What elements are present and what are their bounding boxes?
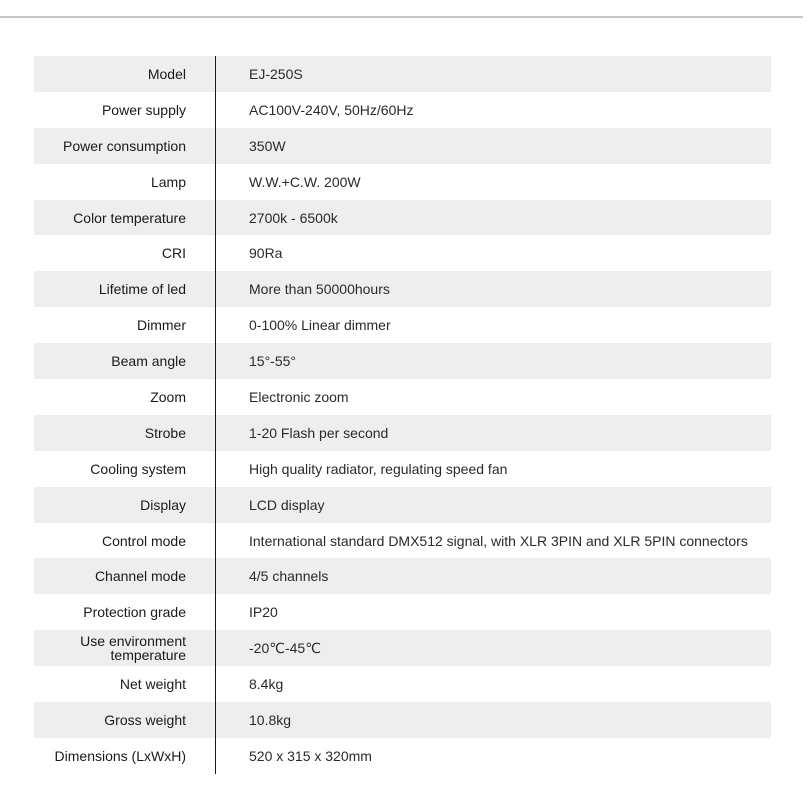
- spec-row: [34, 523, 771, 559]
- spec-value: IP20: [249, 604, 278, 621]
- spec-value: Electronic zoom: [249, 388, 349, 405]
- spec-row: [34, 56, 771, 92]
- spec-row: [34, 451, 771, 487]
- spec-row: [34, 702, 771, 738]
- spec-row: [34, 164, 771, 200]
- spec-label: Lamp: [150, 173, 186, 190]
- spec-row: [34, 200, 771, 236]
- spec-label: Beam angle: [111, 353, 186, 370]
- spec-label: Power supply: [101, 101, 186, 118]
- spec-label: Gross weight: [104, 711, 186, 728]
- spec-value: International standard DMX512 signal, with XLR 3PIN and XLR 5PIN connectors: [249, 532, 748, 549]
- spec-table: [34, 56, 771, 774]
- spec-row: [34, 128, 771, 164]
- spec-label: Use environment temperature: [80, 633, 186, 664]
- top-divider: [0, 16, 803, 18]
- spec-value: 520 x 315 x 320mm: [249, 747, 372, 764]
- spec-value: W.W.+C.W. 200W: [249, 173, 361, 190]
- spec-value: -20℃-45℃: [249, 639, 321, 656]
- column-divider: [215, 56, 216, 774]
- spec-value: High quality radiator, regulating speed fan: [249, 460, 508, 477]
- spec-label: Net weight: [119, 676, 186, 693]
- spec-value: 350W: [249, 137, 286, 154]
- spec-label: Protection grade: [83, 604, 186, 621]
- spec-row: [34, 487, 771, 523]
- spec-label: Zoom: [150, 388, 186, 405]
- spec-label: Channel mode: [94, 568, 186, 585]
- spec-value: AC100V-240V, 50Hz/60Hz: [249, 101, 414, 118]
- spec-row: [34, 307, 771, 343]
- spec-value: 10.8kg: [249, 711, 292, 728]
- spec-row: [34, 594, 771, 630]
- spec-label: Color temperature: [73, 209, 186, 226]
- spec-label: Display: [140, 496, 186, 513]
- spec-label: Lifetime of led: [98, 281, 186, 298]
- spec-row: [34, 738, 771, 774]
- spec-row: [34, 666, 771, 702]
- spec-row: [34, 271, 771, 307]
- spec-row: [34, 630, 771, 666]
- spec-label: Model: [147, 65, 186, 82]
- spec-label: Strobe: [144, 424, 186, 441]
- spec-row: [34, 343, 771, 379]
- spec-label: Power consumption: [63, 137, 186, 154]
- spec-label: Dimensions (LxWxH): [54, 747, 186, 764]
- spec-value: EJ-250S: [249, 65, 303, 82]
- spec-row: [34, 235, 771, 271]
- spec-value: 0-100% Linear dimmer: [249, 317, 391, 334]
- spec-value: 4/5 channels: [249, 568, 329, 585]
- spec-row: [34, 558, 771, 594]
- spec-value: 2700k - 6500k: [249, 209, 338, 226]
- spec-value: 1-20 Flash per second: [249, 424, 389, 441]
- spec-label: CRI: [161, 245, 186, 262]
- spec-row: [34, 415, 771, 451]
- spec-value: More than 50000hours: [249, 281, 390, 298]
- spec-row: [34, 379, 771, 415]
- spec-label: Control mode: [101, 532, 186, 549]
- spec-value: 8.4kg: [249, 676, 284, 693]
- spec-value: 15°-55°: [249, 353, 297, 370]
- spec-value: 90Ra: [249, 245, 283, 262]
- spec-label: Cooling system: [90, 460, 186, 477]
- spec-label: Dimmer: [137, 317, 186, 334]
- spec-value: LCD display: [249, 496, 325, 513]
- spec-row: [34, 92, 771, 128]
